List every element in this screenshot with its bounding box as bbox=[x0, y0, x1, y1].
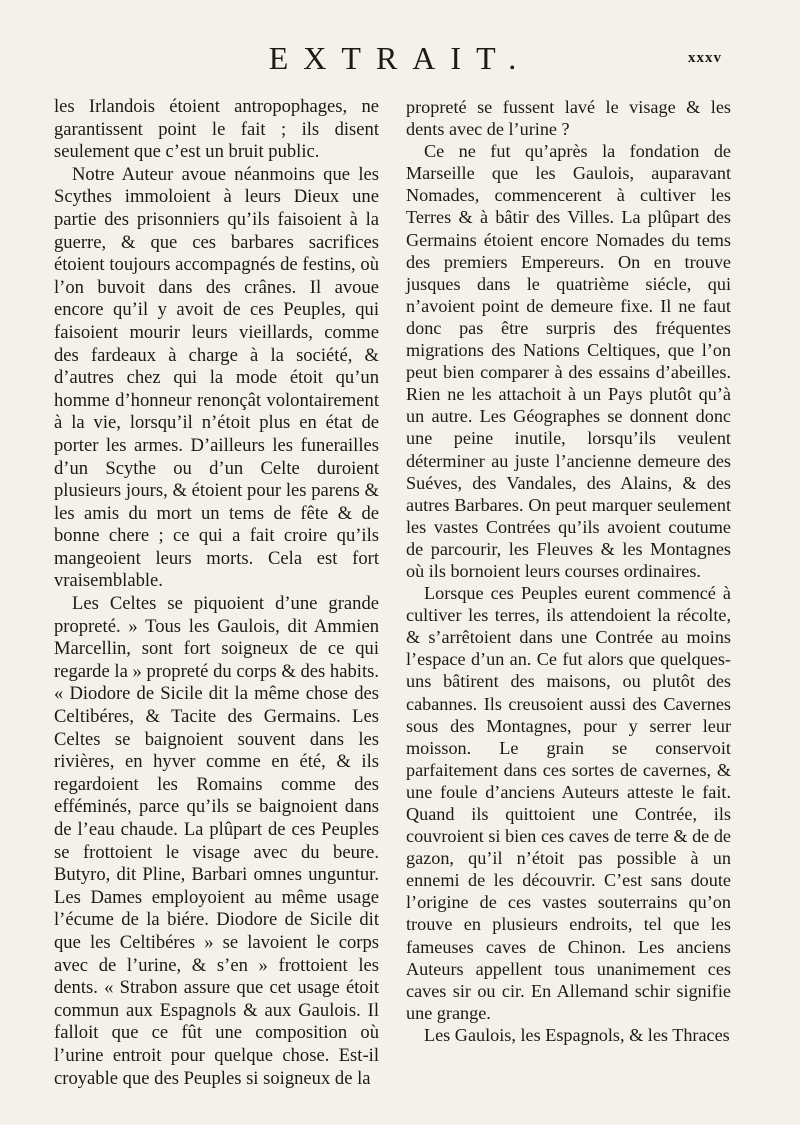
paragraph: Ce ne fut qu’après la fondation de Marseille que les Gaulois, auparavant Nomades, commencerent à cultiver les Terres & à bâtir des Villes. La plûpart des Germains étoient encore Nomades du tems des premiers Empereurs. On en trouve jusques dans le quatrième siécle, qui n’avoient point de demeure fixe. Il ne faut donc pas être surpris des fréquentes migrations des Nations Celtiques, que l’on peut bien comparer à des essains d’abeilles. Rien ne les attachoit à un Pays plutôt qu’à un autre. Les Géographes se donnent donc une peine inutile, lorsqu’ils veulent déterminer au juste l’ancienne demeure des Suéves, des Vandales, des Alains, & des autres Barbares. On peut marquer seulement les vastes Contrées qu’ils avoient coutume de parcourir, les Fleuves & les Montagnes où ils bornoient leurs courses ordinaires. bbox=[406, 141, 731, 581]
paragraph: Lorsque ces Peuples eurent commencé à cultiver les terres, ils attendoient la récolte, & s’arrêtoient dans une Contrée au moins l’espace d’un an. Ce fut alors que quelques-uns bâtirent des maisons, ou plutôt des cabannes. Ils creusoient aussi des Cavernes sous des Montagnes, pour y serrer leur moisson. Le grain se conservoit parfaitement dans ces sortes de cavernes, & une foule d’anciens Auteurs atteste le fait. Quand ils quittoient une Contrée, ils couvroient si bien ces caves de terre & de de gazon, qu’il n’étoit pas possible à un ennemi de les découvrir. C’est sans doute l’origine de ces vastes souterrains qu’on trouve en plusieurs endroits, tel que les fameuses caves de Chinon. Les anciens Auteurs appellent tous unanimement ces caves sir ou cir. En Allemand schir signifie une grange. bbox=[406, 583, 731, 1023]
paragraph: les Irlandois étoient antropophages, ne garantissent point le fait ; ils disent seulement que c’est un bruit public. bbox=[54, 96, 379, 163]
page-number: xxxv bbox=[688, 50, 722, 66]
paragraph: propreté se fussent lavé le visage & les dents avec de l’urine ? bbox=[406, 97, 731, 140]
right-column bbox=[406, 96, 731, 1046]
running-head bbox=[0, 40, 800, 80]
running-title: EXTRAIT. bbox=[268, 40, 532, 76]
left-column bbox=[54, 96, 379, 1090]
paragraph: Les Celtes se piquoient d’une grande propreté. » Tous les Gaulois, dit Ammien Marcellin, sont fort soigneux de ce qui regarde la » propreté du corps & des habits. « Diodore de Sicile dit la même chose des Celtibéres, & Tacite des Germains. Les Celtes se baignoient souvent dans les rivières, en hyver comme en été, & ils regardoient les Romains comme des efféminés, parce qu’ils se baignoient dans de l’eau chaude. La plûpart de ces Peuples se frottoient le visage avec du beure. Butyro, dit Pline, Barbari omnes unguntur. Les Dames employoient au même usage l’écume de la biére. Diodore de Sicile dit que les Celtibéres » se lavoient le corps avec de l’urine, & s’en » frottoient les dents. « Strabon assure que cet usage étoit commun aux Espagnols & aux Gaulois. Il falloit que ce fût une composition où l’urine entroit pour quelque chose. Est-il croyable que des Peuples si soigneux de la bbox=[54, 593, 379, 1089]
paragraph: Notre Auteur avoue néanmoins que les Scythes immoloient à leurs Dieux une partie des prisonniers qu’ils faisoient à la guerre, & que ces barbares sacrifices étoient toujours accompagnés de festins, où l’on buvoit dans des crânes. Il avoue encore qu’il y avoit de ces Peuples, qui faisoient mourir leurs vieillards, comme des fardeaux à charge à la société, & d’autres chez qui la mode étoit qu’un homme d’honneur renonçât volontairement à la vie, lorsqu’il n’étoit plus en état de porter les armes. D’ailleurs les funerailles d’un Scythe ou d’un Celte duroient plusieurs jours, & étoient pour les parens & les amis du mort un tems de fête & de bonne chere ; ce qui a fait croire qu’ils mangeoient leurs morts. Cela est fort vraisemblable. bbox=[54, 163, 379, 592]
paragraph: Les Gaulois, les Espagnols, & les Thraces bbox=[424, 1024, 730, 1045]
